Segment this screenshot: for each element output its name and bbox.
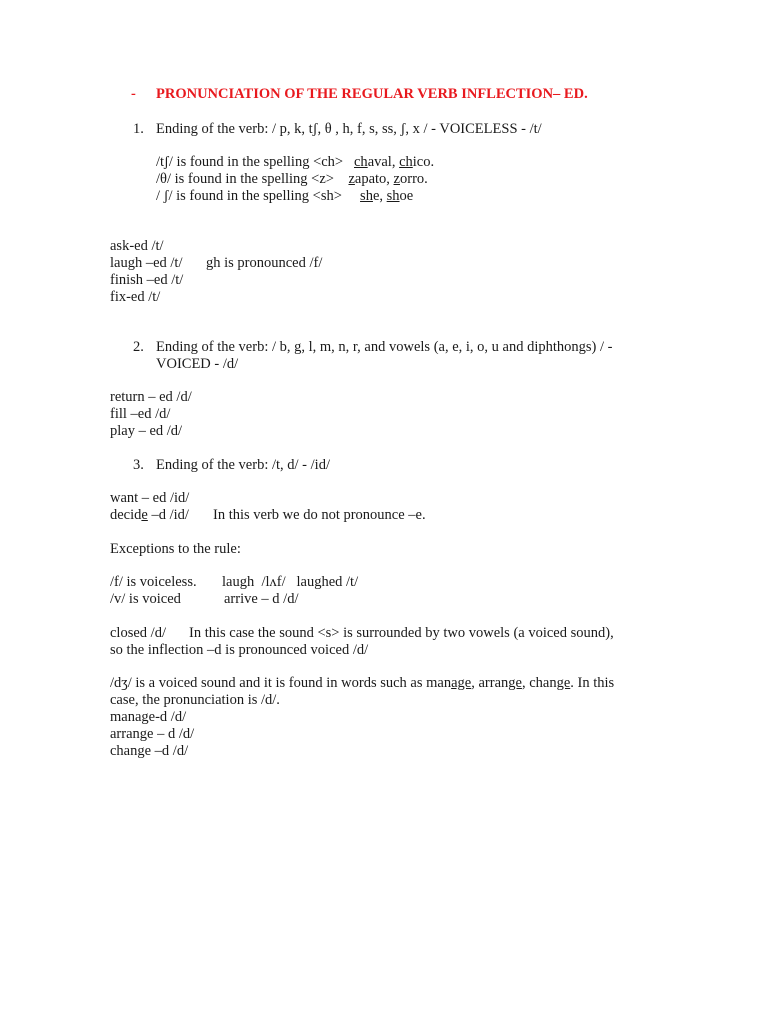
exception-text: laugh /lʌf/ laughed /t/	[222, 574, 359, 590]
word-item: fill –ed /d/	[110, 406, 171, 422]
example-line: /θ/ is found in the spelling <z> zapato, zorro.	[156, 171, 428, 187]
word-item: decide –d /id/	[110, 507, 189, 523]
word-item: change –d /d/	[110, 743, 189, 759]
word-item: manage-d /d/	[110, 709, 187, 725]
section-2-heading-cont: VOICED - /d/	[156, 356, 239, 372]
word-item: fix-ed /t/	[110, 289, 161, 305]
section-1-heading: Ending of the verb: / p, k, tʃ, θ , h, f, s, ss, ʃ, x / - VOICELESS - /t/	[156, 121, 542, 137]
exception-text: /v/ is voiced	[110, 591, 181, 607]
exception-text: /dʒ/ is a voiced sound and it is found in words such as manage, arrange, change. In this	[110, 675, 615, 691]
example-line: / ʃ/ is found in the spelling <sh> she, shoe	[156, 188, 414, 204]
word-item: arrange – d /d/	[110, 726, 195, 742]
exception-text: so the inflection –d is pronounced voiced /d/	[110, 642, 369, 658]
section-3-heading: Ending of the verb: /t, d/ - /id/	[156, 457, 330, 473]
section-1-number: 1.	[133, 121, 144, 137]
exceptions-heading: Exceptions to the rule:	[110, 541, 241, 557]
word-item: laugh –ed /t/	[110, 255, 183, 271]
word-item: ask-ed /t/	[110, 238, 164, 254]
document-title: PRONUNCIATION OF THE REGULAR VERB INFLECTION– ED.	[156, 86, 588, 102]
exception-text: case, the pronunciation is /d/.	[110, 692, 280, 708]
section-3-number: 3.	[133, 457, 144, 473]
section-2-heading: Ending of the verb: / b, g, l, m, n, r, and vowels (a, e, i, o, u and diphthongs) / -	[156, 339, 613, 355]
word-item: play – ed /d/	[110, 423, 183, 439]
exception-text: In this case the sound <s> is surrounded by two vowels (a voiced sound),	[189, 625, 614, 641]
word-note: gh is pronounced /f/	[206, 255, 323, 271]
word-item: return – ed /d/	[110, 389, 192, 405]
title-bullet: -	[131, 86, 136, 102]
exception-text: /f/ is voiceless.	[110, 574, 197, 590]
example-line: /tʃ/ is found in the spelling <ch> chaval, chico.	[156, 154, 435, 170]
word-item: finish –ed /t/	[110, 272, 184, 288]
word-note: In this verb we do not pronounce –e.	[213, 507, 426, 523]
word-item: want – ed /id/	[110, 490, 190, 506]
exception-text: closed /d/	[110, 625, 166, 641]
section-2-number: 2.	[133, 339, 144, 355]
exception-text: arrive – d /d/	[224, 591, 299, 607]
